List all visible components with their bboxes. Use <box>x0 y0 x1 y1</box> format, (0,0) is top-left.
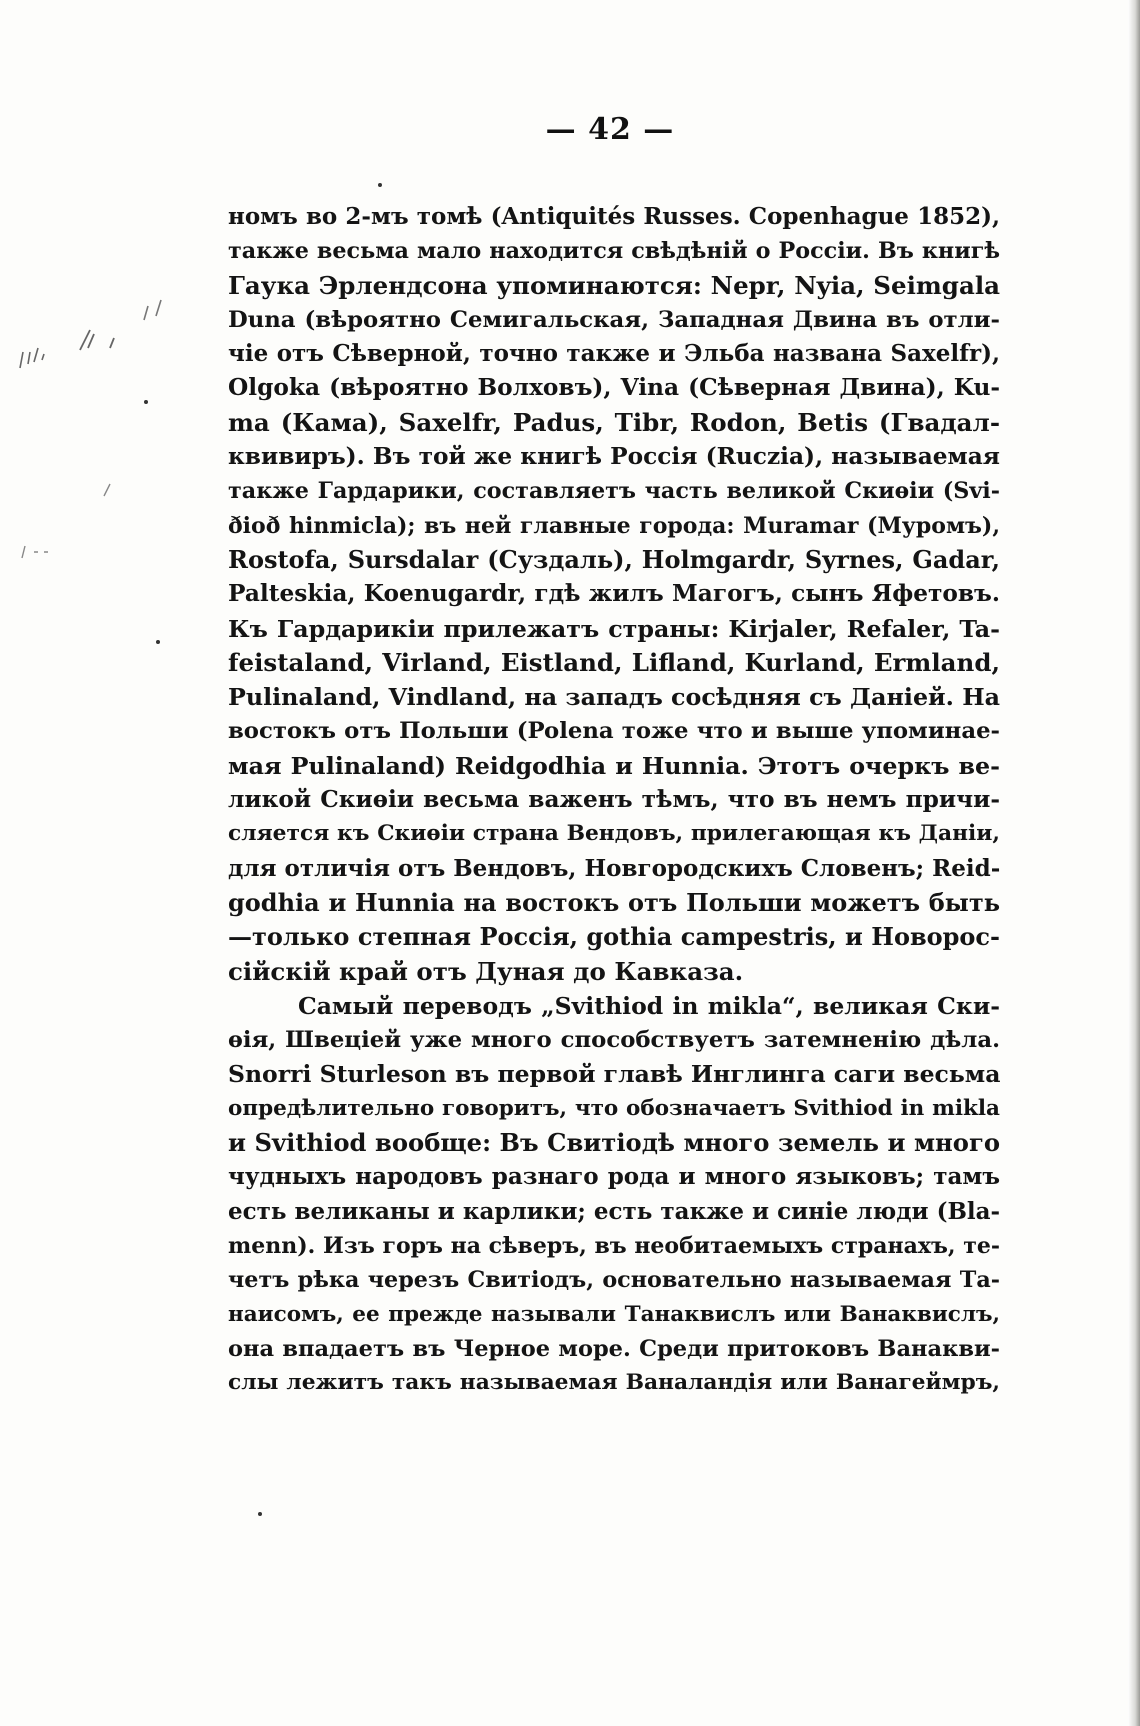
text-line: Pulinaland, Vindland, на западъ сосѣдняя съ Даніей. На <box>228 683 1000 712</box>
text-line: также весьма мало находится свѣдѣній о Россіи. Въ книгѣ <box>228 238 1000 265</box>
margin-pencil-marks <box>14 290 184 620</box>
stray-dot <box>156 640 160 644</box>
text-line: наисомъ, ее прежде называли Танаквислъ или Ванаквислъ, <box>228 1301 1000 1327</box>
text-line: Къ Гардарикіи прилежатъ страны: Kirjaler, Refaler, Ta- <box>228 614 1000 643</box>
text-line: опредѣлительно говоритъ, что обозначаетъ Svithiod in mikla <box>228 1095 1000 1121</box>
text-line: слы лежитъ такъ называемая Ваналандія или Ванагеймръ, <box>228 1370 1000 1396</box>
text-line: востокъ отъ Польши (Polena тоже что и выше упоминае- <box>228 718 1000 745</box>
text-line: для отличія отъ Вендовъ, Новгородскихъ Словенъ; Reid- <box>228 854 1000 882</box>
text-line: ðioð hinmicla); въ ней главные города: Muramar (Муромъ), <box>228 512 1000 539</box>
body-text <box>228 200 1000 1400</box>
stray-dot <box>144 400 148 404</box>
text-line: ѳія, Швеціей уже много способствуетъ затемненію дѣла. <box>228 1027 1000 1054</box>
text-line: Palteskia, Koenugardr, гдѣ жилъ Магогъ, сынъ Яфетовъ. <box>228 580 1000 608</box>
text-line: сляется къ Скиѳіи страна Вендовъ, прилегающая къ Даніи, <box>228 821 1000 847</box>
text-line: Duna (вѣроятно Семигальская, Западная Двина въ отли- <box>228 306 1000 333</box>
text-line: номъ во 2-мъ томѣ (Antiquités Russes. Copenhague 1852), <box>228 203 1000 230</box>
page-gutter-shadow <box>1128 0 1140 1726</box>
text-line: мая Pulinaland) Reidgodhia и Hunnia. Этотъ очеркъ ве- <box>228 751 1000 780</box>
text-line: Самый переводъ „Svithiod in mikla“, великая Ски- <box>298 991 1000 1020</box>
text-line: и Svithiod вообще: Въ Свитіодѣ много земель и много <box>228 1128 1000 1158</box>
stray-dot <box>258 1512 262 1516</box>
text-line: ликой Скиѳіи весьма важенъ тѣмъ, что въ немъ причи- <box>228 786 1000 814</box>
text-line: Olgoka (вѣроятно Волховъ), Vina (Сѣверная Двина), Ku- <box>228 374 1000 402</box>
page-number: — 42 — <box>545 112 675 147</box>
text-line: сійскій край отъ Дуная до Кавказа. <box>228 956 744 986</box>
text-line: Rostofa, Sursdalar (Суздаль), Holmgardr, Syrnes, Gadar, <box>228 544 1000 574</box>
text-line: Гаука Эрлендсона упоминаются: Nepr, Nyia, Seimgala <box>228 270 1000 300</box>
text-line: квивиръ). Въ той же книгѣ Россія (Ruczia), называемая <box>228 443 1000 471</box>
text-line: чудныхъ народовъ разнаго рода и много языковъ; тамъ <box>228 1163 1000 1191</box>
text-line: menn). Изъ горъ на сѣверъ, въ необитаемыхъ странахъ, те- <box>228 1232 1000 1259</box>
text-line: —только степная Россія, gothia campestris, и Новорос- <box>228 922 1000 952</box>
text-line: четъ рѣка черезъ Свитіодъ, основательно называемая Та- <box>228 1267 1000 1294</box>
text-line: есть великаны и карлики; есть также и синіе люди (Bla- <box>228 1197 1000 1225</box>
stray-dot <box>378 183 382 187</box>
text-line: чіе отъ Сѣверной, точно также и Эльба названа Saxelfr), <box>228 340 1000 368</box>
text-line: feistaland, Virland, Eistland, Lifland, Kurland, Ermland, <box>228 647 1000 677</box>
text-line: ma (Кама), Saxelfr, Padus, Tibr, Rodon, Betis (Гвадал- <box>228 407 1000 437</box>
text-line: Snorri Sturleson въ первой главѣ Инглинга саги весьма <box>228 1060 1000 1089</box>
text-line: также Гардарики, составляетъ часть великой Скиѳіи (Svi- <box>228 478 1000 505</box>
text-line: она впадаетъ въ Черное море. Среди притоковъ Ванакви- <box>228 1335 1000 1362</box>
text-line: godhia и Hunnia на востокъ отъ Польши можетъ быть <box>228 887 1000 917</box>
